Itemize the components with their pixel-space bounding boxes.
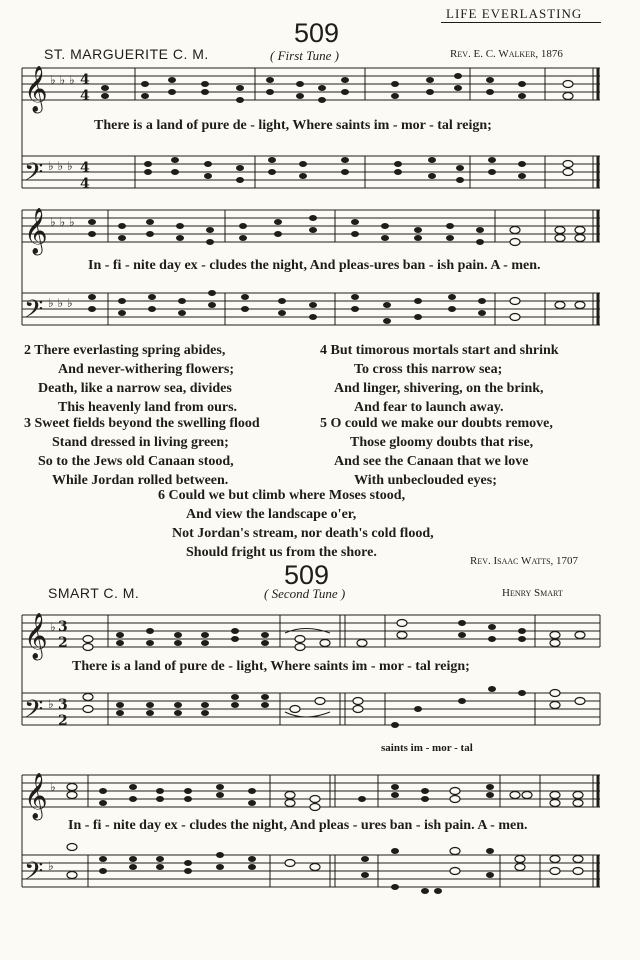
svg-text:𝄢: 𝄢 (24, 295, 44, 330)
svg-text:♭: ♭ (50, 780, 56, 794)
verse-5: 5 O could we make our doubts remove, Those gloomy doubts that rise, And see the Canaan that we love With unbeclouded eyes; (320, 416, 553, 488)
tune-name-2: SMART C. M. (48, 585, 140, 601)
svg-text:3: 3 (58, 697, 68, 713)
bass-clef-icon: 𝄢 (24, 158, 44, 193)
svg-text:4: 4 (80, 72, 90, 88)
svg-text:2: 2 (58, 635, 68, 651)
svg-text:4: 4 (80, 176, 90, 192)
svg-text:♭ ♭ ♭: ♭ ♭ ♭ (48, 159, 73, 173)
svg-text:4: 4 (80, 160, 90, 176)
svg-text:♭: ♭ (48, 697, 54, 711)
lyric-line-2: In - fi - nite day ex - cludes the night, And pleas-ures ban - ish pain. A - men. (88, 258, 541, 273)
header-rule (441, 22, 601, 23)
verse-6: 6 Could we but climb where Moses stood, And view the landscape o'er, Not Jordan's stream, nor death's cold flood, Should fright us from the shore. (158, 488, 434, 560)
verse-4: 4 But timorous mortals start and shrink To cross this narrow sea; And linger, shivering, on the brink, And fear to launch away. (320, 343, 559, 415)
lyric-line-3: There is a land of pure de - light, Where saints im - mor - tal reign; (72, 659, 470, 674)
treble-clef-icon: 𝄞 (24, 66, 48, 112)
music-system-3 (0, 610, 640, 750)
section-title: LIFE EVERLASTING (446, 6, 583, 21)
lyric-line-4: In - fi - nite day ex - cludes the night, And pleas - ures ban - ish pain. A - men. (68, 818, 528, 833)
svg-text:𝄞: 𝄞 (24, 208, 48, 254)
music-system-4 (0, 765, 640, 945)
svg-text:𝄢: 𝄢 (24, 857, 44, 892)
svg-text:♭: ♭ (50, 620, 56, 634)
svg-text:𝄢: 𝄢 (24, 695, 44, 730)
tune-label: ( First Tune ) (270, 48, 339, 63)
author-credit: Rev. Isaac Watts, 1707 (470, 555, 579, 567)
hymn-number: 509 (294, 18, 340, 48)
composer-credit: Rev. E. C. Walker, 1876 (450, 48, 563, 60)
hymn-number-2: 509 (284, 560, 330, 590)
lyric-line-1: There is a land of pure de - light, Where saints im - mor - tal reign; (94, 118, 492, 133)
svg-text:3: 3 (58, 619, 68, 635)
verse-2: 2 There everlasting spring abides, And never-withering flowers; Death, like a narrow sea, divides This heavenly land from ours. (24, 343, 238, 415)
svg-text:♭ ♭ ♭: ♭ ♭ ♭ (50, 215, 75, 229)
composer-credit-2: Henry Smart (502, 587, 563, 599)
bass-lyric: saints im - mor - tal (381, 742, 473, 754)
svg-text:4: 4 (80, 88, 90, 104)
verse-3: 3 Sweet fields beyond the swelling flood Stand dressed in living green; So to the Jews old Canaan stood, While Jordan rolled between. (24, 416, 260, 488)
svg-text:𝄞: 𝄞 (24, 773, 48, 819)
tune-name: ST. MARGUERITE C. M. (44, 46, 209, 62)
svg-text:𝄞: 𝄞 (24, 613, 48, 659)
svg-text:♭ ♭ ♭: ♭ ♭ ♭ (50, 73, 75, 87)
svg-text:♭: ♭ (48, 859, 54, 873)
tune-label-2: ( Second Tune ) (264, 586, 346, 601)
svg-text:♭ ♭ ♭: ♭ ♭ ♭ (48, 296, 73, 310)
svg-text:2: 2 (58, 713, 68, 729)
